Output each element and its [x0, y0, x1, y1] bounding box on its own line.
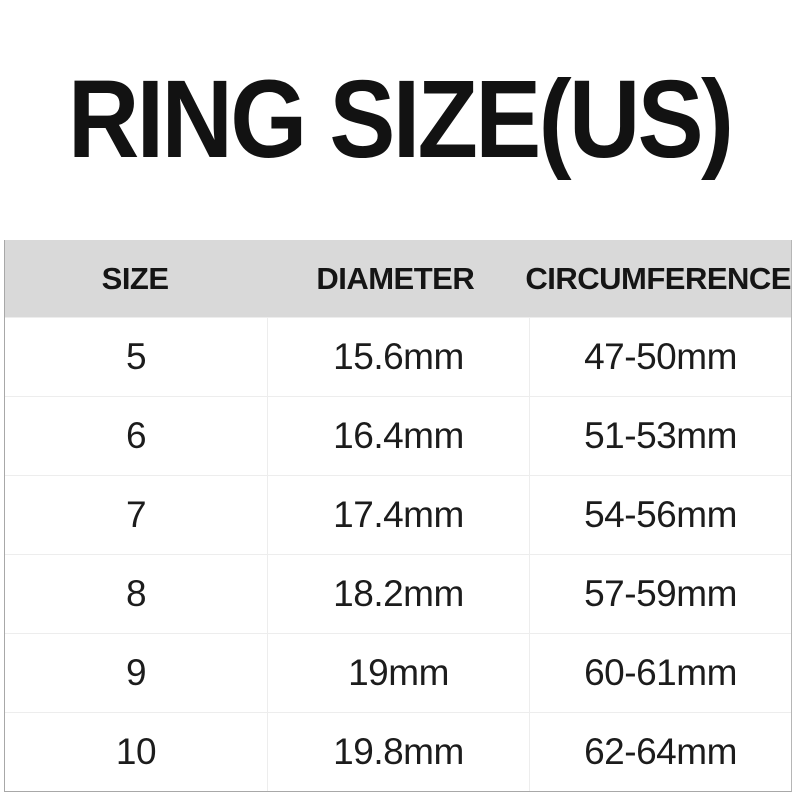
cell-circumference: 47-50mm — [529, 318, 791, 396]
header-cell-size: SIZE — [101, 260, 169, 296]
cell-size: 5 — [125, 336, 147, 377]
table-row — [5, 712, 791, 791]
cell-diameter: 17.4mm — [267, 476, 529, 554]
table-row — [5, 317, 791, 396]
cell-diameter: 16.4mm — [267, 397, 529, 475]
table-row — [5, 633, 791, 712]
header-cell-circumference: CIRCUMFERENCE — [525, 260, 791, 296]
page-title — [0, 54, 800, 186]
cell-circumference: 54-56mm — [529, 476, 791, 554]
table-row — [5, 396, 791, 475]
cell-diameter: 18.2mm — [267, 555, 529, 633]
page-title-text: RING SIZE(US) — [68, 58, 732, 181]
cell-diameter: 19.8mm — [267, 713, 529, 791]
cell-diameter: 19mm — [267, 634, 529, 712]
table-row — [5, 475, 791, 554]
cell-size: 7 — [125, 494, 147, 535]
cell-size: 8 — [125, 573, 147, 614]
cell-circumference: 57-59mm — [529, 555, 791, 633]
cell-diameter: 15.6mm — [267, 318, 529, 396]
cell-size: 10 — [115, 731, 157, 772]
table-header-row — [5, 240, 791, 317]
cell-size: 6 — [125, 415, 147, 456]
cell-size: 9 — [125, 652, 147, 693]
table-row — [5, 554, 791, 633]
cell-circumference: 51-53mm — [529, 397, 791, 475]
ring-size-table — [4, 240, 792, 792]
cell-circumference: 60-61mm — [529, 634, 791, 712]
header-cell-diameter: DIAMETER — [316, 260, 475, 296]
cell-circumference: 62-64mm — [529, 713, 791, 791]
